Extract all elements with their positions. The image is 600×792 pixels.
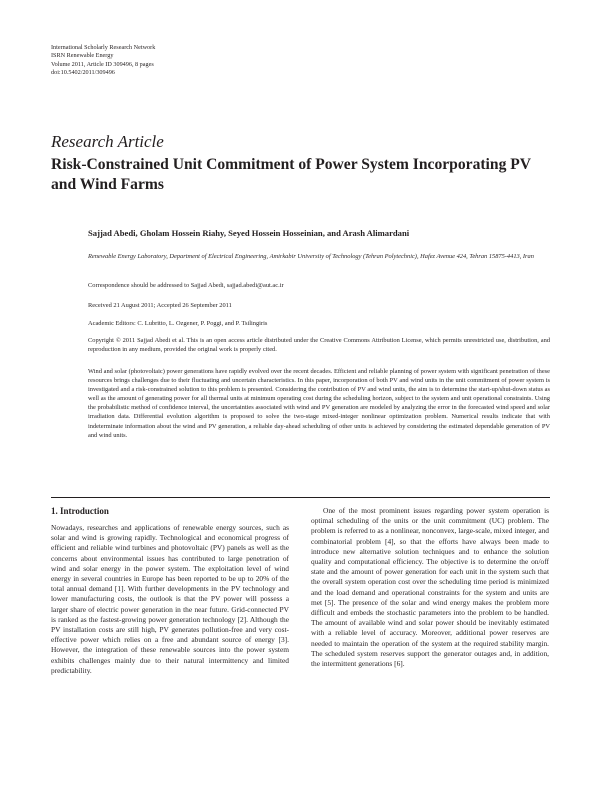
intro-paragraph-1: Nowadays, researches and applications of renewable energy sources, such as solar and wind is growing rapidly. Technological and economical progress of efficient and reliable wind turbines and photovoltaic (PV) panels as well as the concerns about environmental issues has contributed to large penetration of wind and solar energy in the power system. The exploitation level of wind energy in several countries in Europe has been reported to be up to 20% of the total annual demand [1]. With further developments in the PV technology and lower manufacturing costs, the outlook is that the PV power will possess a larger share of electric power generation in the near future. Grid-connected PV is ranked as the fastest-growing power generation technology [2]. Although the PV installation costs are still high, PV generates pollution-free and very cost-effective power which relies on a free and abundant source of energy [3]. However, the integration of these renewable sources into the power system exhibits challenges mainly due to their natural intermittency and limited predictability. (51, 523, 289, 675)
intro-paragraph-2: One of the most prominent issues regarding power system operation is optimal scheduling of the units or the unit commitment (UC) problem. The problem is referred to as a nonlinear, nonconvex, large-scale, mixed integer, and combinatorial problem [4], so that the efforts have always been made to introduce new alternative solution techniques and to enhance the solution quality and computational efficiency. The objective is to determine the on/off state and the amount of power generation for each unit in the system such that the overall system operation cost over the scheduling time period is minimized and the load demand and operational constraints for the system and units are met [5]. The presence of the solar and wind energy makes the problem more difficult and embeds the stochastic parameters into the problem to be handled. The amount of available wind and solar power should be inevitably estimated with a reliable level of accuracy. Moreover, additional power reserves are needed to maintain the operation of the system at the required stability margin. The scheduled system reserves support the generator outages and, in addition, the intermittent generations [6]. (311, 506, 549, 669)
author-list: Sajjad Abedi, Gholam Hossein Riahy, Seyed Hossein Hosseinian, and Arash Alimardani (88, 228, 410, 238)
section-heading-introduction: 1. Introduction (51, 506, 109, 516)
journal-name: ISRN Renewable Energy (51, 52, 114, 60)
section-divider (51, 497, 550, 498)
journal-volume: Volume 2011, Article ID 309496, 8 pages (51, 60, 154, 68)
received-dates: Received 21 August 2011; Accepted 26 September 2011 (88, 302, 232, 309)
journal-network: International Scholarly Research Network (51, 44, 156, 51)
journal-doi: doi:10.5402/2011/309496 (51, 69, 115, 77)
academic-editors: Academic Editors: C. Lubritto, L. Ozgener, P. Poggi, and P. Tsilingiris (88, 320, 268, 327)
left-column (51, 506, 289, 676)
correspondence: Correspondence should be addressed to Sajjad Abedi, sajjad.abedi@aut.ac.ir (88, 282, 284, 289)
right-column (311, 506, 549, 669)
affiliation: Renewable Energy Laboratory, Department of Electrical Engineering, Amirkabir University of Technology (Tehran Polytechnic), Hafez Avenue 424, Tehran 15875-4413, Iran (88, 253, 534, 260)
journal-info (51, 44, 155, 78)
copyright-notice: Copyright © 2011 Sajjad Abedi et al. This is an open access article distributed under the Creative Commons Attribution License, which permits unrestricted use, distribution, and reproduction in any medium, provided the original work is properly cited. (88, 337, 550, 353)
paper-title: Risk-Constrained Unit Commitment of Power System Incorporating PV and Wind Farms (51, 156, 531, 193)
abstract: Wind and solar (photovoltaic) power generations have rapidly evolved over the recent decades. Efficient and reliable planning of power system with significant penetration of these resources brings challenges due to their fluctuating and uncertain characteristics. In this paper, incorporation of both PV and wind units in the unit commitment of power system is investigated and a risk-constrained solution to this problem is presented. Considering the contribution of PV and wind units, the aim is to determine the start-up/shut-down status as well as the amount of generating power for all thermal units at minimum operating cost during the scheduling horizon, subject to the system and unit operational constraints. Using the probabilistic method of confidence interval, the uncertainties associated with wind and PV generation are modeled by analyzing the error in the forecasted wind speed and solar irradiation data. Differential evolution algorithm is proposed to solve the two-stage mixed-integer nonlinear optimization problem. Numerical results indicate that with indeterminate information about the wind and PV generation, a reliable day-ahead scheduling of other units is achieved by considering the estimated dependable generation of PV and wind units. (88, 368, 550, 439)
article-type: Research Article (51, 132, 164, 151)
